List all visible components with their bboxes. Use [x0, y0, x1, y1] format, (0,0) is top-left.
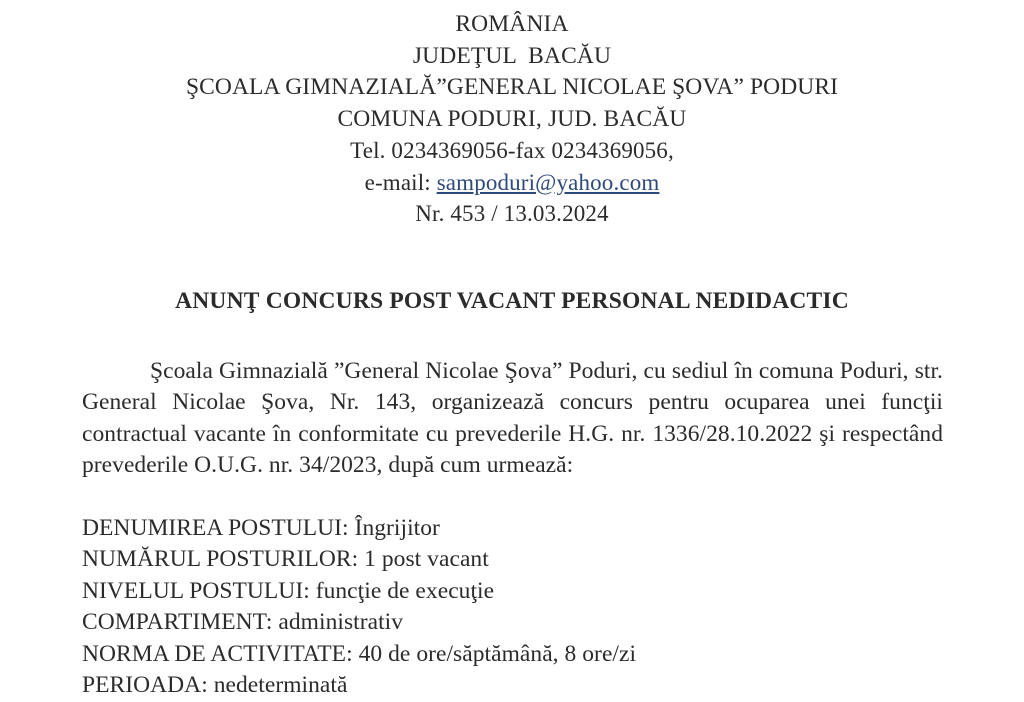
detail-label: COMPARTIMENT:: [82, 609, 273, 635]
detail-value: 40 de ore/săptămână, 8 ore/zi: [352, 640, 637, 667]
detail-line: [82, 544, 1024, 576]
letterhead-county: JUDEŢUL BACĂU: [412, 42, 612, 69]
detail-line: [82, 607, 1024, 639]
detail-value: Îngrijitor: [348, 514, 440, 541]
letterhead-phone-fax: Tel. 0234369056-fax 0234369056,: [350, 138, 674, 163]
detail-line: [82, 576, 1024, 608]
detail-label: NIVELUL POSTULUI:: [82, 577, 310, 604]
detail-value: 1 post vacant: [358, 546, 489, 572]
detail-label: PERIOADA:: [82, 672, 208, 698]
detail-line: [82, 670, 1024, 702]
email-label: e-mail:: [364, 169, 437, 195]
detail-label: NORMA DE ACTIVITATE:: [82, 640, 353, 667]
detail-line: [82, 639, 1024, 671]
job-details-list: [82, 513, 1024, 702]
detail-value: funcţie de execuţie: [309, 577, 495, 604]
detail-label: DENUMIREA POSTULUI:: [82, 514, 349, 541]
letterhead-registration-number: Nr. 453 / 13.03.2024: [415, 201, 609, 226]
body-block: [82, 356, 943, 482]
detail-value: administrativ: [272, 609, 404, 635]
detail-value: nedeterminată: [207, 672, 348, 698]
letterhead-email-line: [0, 167, 1024, 199]
page-title: ANUNŢ CONCURS POST VACANT PERSONAL NEDIDACTIC: [175, 287, 849, 314]
letterhead: [0, 0, 1024, 230]
intro-paragraph: Şcoala Gimnazială ”General Nicolae Şova” Poduri, cu sediul în comuna Poduri, str. General Nicolae Şova, Nr. 143, organizează concurs pentru ocuparea unei funcţii contractual vacante în conformitate cu prevederile H.G. nr. 1336/28.10.2022 şi respectând prevederile O.U.G. nr. 34/2023, după cum urmează:: [82, 357, 943, 478]
detail-label: NUMĂRUL POSTURILOR:: [82, 546, 359, 572]
letterhead-country: ROMÂNIA: [455, 11, 569, 37]
email-link[interactable]: sampoduri@yahoo.com: [436, 169, 660, 195]
letterhead-locality: COMUNA PODURI, JUD. BACĂU: [337, 105, 687, 132]
letterhead-school-name: ŞCOALA GIMNAZIALĂ”GENERAL NICOLAE ŞOVA” PODURI: [185, 74, 839, 100]
detail-line: [82, 513, 1024, 545]
